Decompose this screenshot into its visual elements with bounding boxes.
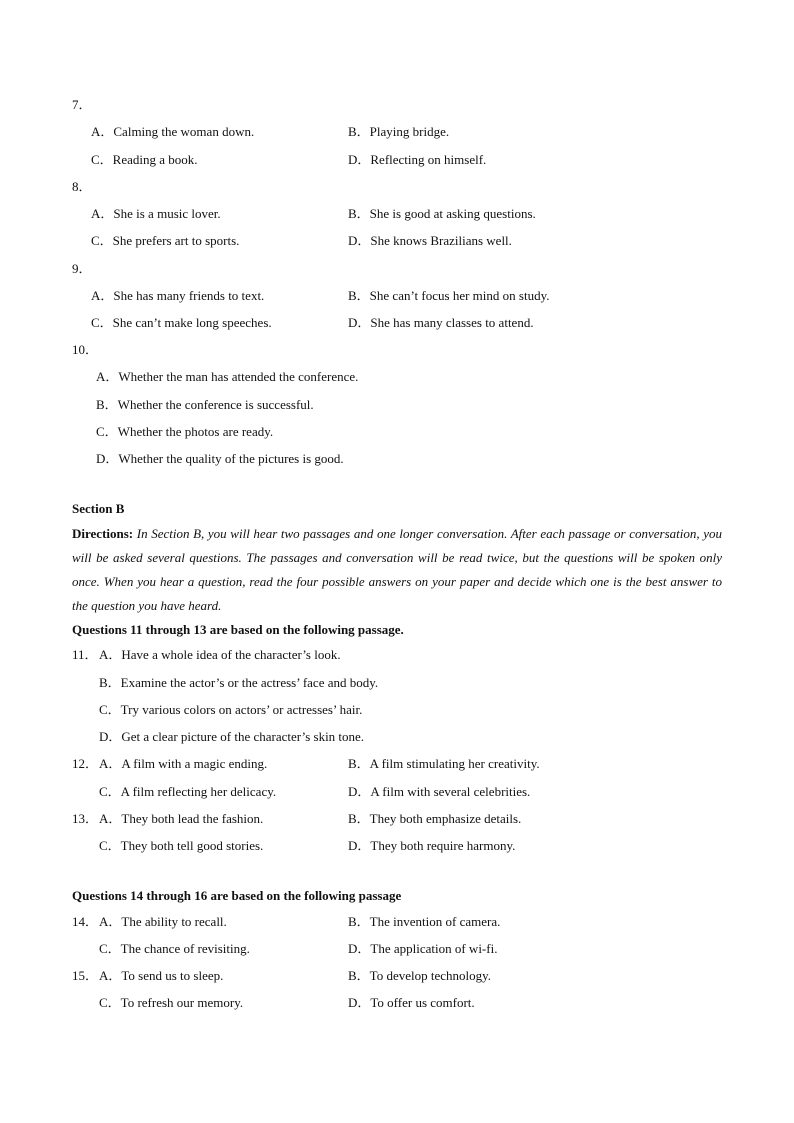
directions-text: In Section B, you will hear two passages and one longer conversation. After each passage or conversation, you will be asked several questions. The passages and conversation will be read twice, but the questions will be spoken only once. When you hear a question, read the four possible answers on your paper and decide which one is the best answer to the question you have heard. — [72, 526, 722, 613]
question-9-number: 9． — [72, 261, 92, 276]
q14-option-c: C．The chance of revisiting. — [99, 941, 250, 956]
q8-option-b: B．She is good at asking questions. — [348, 206, 536, 221]
q12-option-c: C．A film reflecting her delicacy. — [99, 784, 277, 799]
q11-option-a: A．Have a whole idea of the character’s look. — [99, 647, 341, 662]
q15-option-a: A．To send us to sleep. — [99, 968, 224, 983]
question-14-number: 14． — [72, 914, 99, 929]
directions-label: Directions: — [72, 526, 134, 541]
q15-option-d: D．To offer us comfort. — [348, 995, 475, 1010]
section-b-title: Section B — [72, 501, 125, 516]
question-15-number: 15． — [72, 968, 99, 983]
q12-option-b: B．A film stimulating her creativity. — [348, 756, 540, 771]
questions-11-13-heading: Questions 11 through 13 are based on the following passage. — [72, 622, 404, 637]
q13-option-a: A．They both lead the fashion. — [99, 811, 264, 826]
q12-option-a: A．A film with a magic ending. — [99, 756, 268, 771]
question-7-number: 7． — [72, 97, 92, 112]
q9-option-c: C．She can’t make long speeches. — [91, 315, 272, 330]
q14-option-a: A．The ability to recall. — [99, 914, 227, 929]
q9-option-d: D．She has many classes to attend. — [348, 315, 534, 330]
q7-option-d: D．Reflecting on himself. — [348, 152, 487, 167]
q7-option-a: A．Calming the woman down. — [91, 124, 255, 139]
q14-option-d: D．The application of wi-fi. — [348, 941, 498, 956]
q14-option-b: B．The invention of camera. — [348, 914, 501, 929]
q11-option-d: D．Get a clear picture of the character’s skin tone. — [99, 729, 365, 744]
question-13-number: 13． — [72, 811, 99, 826]
q10-option-c: C．Whether the photos are ready. — [96, 424, 274, 439]
q10-option-a: A．Whether the man has attended the conference. — [96, 369, 359, 384]
q13-option-b: B．They both emphasize details. — [348, 811, 522, 826]
q9-option-b: B．She can’t focus her mind on study. — [348, 288, 550, 303]
section-b-directions — [72, 522, 722, 618]
q13-option-c: C．They both tell good stories. — [99, 838, 264, 853]
question-10-number: 10． — [72, 342, 99, 357]
q13-option-d: D．They both require harmony. — [348, 838, 516, 853]
q11-option-c: C．Try various colors on actors’ or actresses’ hair. — [99, 702, 363, 717]
q12-option-d: D．A film with several celebrities. — [348, 784, 531, 799]
question-12-number: 12． — [72, 756, 99, 771]
q10-option-b: B．Whether the conference is successful. — [96, 397, 314, 412]
question-8-number: 8． — [72, 179, 92, 194]
q15-option-c: C．To refresh our memory. — [99, 995, 244, 1010]
question-11-number: 11． — [72, 647, 98, 662]
q11-option-b: B．Examine the actor’s or the actress’ face and body. — [99, 675, 379, 690]
q8-option-d: D．She knows Brazilians well. — [348, 233, 512, 248]
q15-option-b: B．To develop technology. — [348, 968, 492, 983]
q8-option-c: C．She prefers art to sports. — [91, 233, 240, 248]
q10-option-d: D．Whether the quality of the pictures is good. — [96, 451, 344, 466]
q7-option-b: B．Playing bridge. — [348, 124, 450, 139]
q9-option-a: A．She has many friends to text. — [91, 288, 265, 303]
q7-option-c: C．Reading a book. — [91, 152, 198, 167]
q8-option-a: A．She is a music lover. — [91, 206, 221, 221]
questions-14-16-heading: Questions 14 through 16 are based on the following passage — [72, 888, 402, 903]
